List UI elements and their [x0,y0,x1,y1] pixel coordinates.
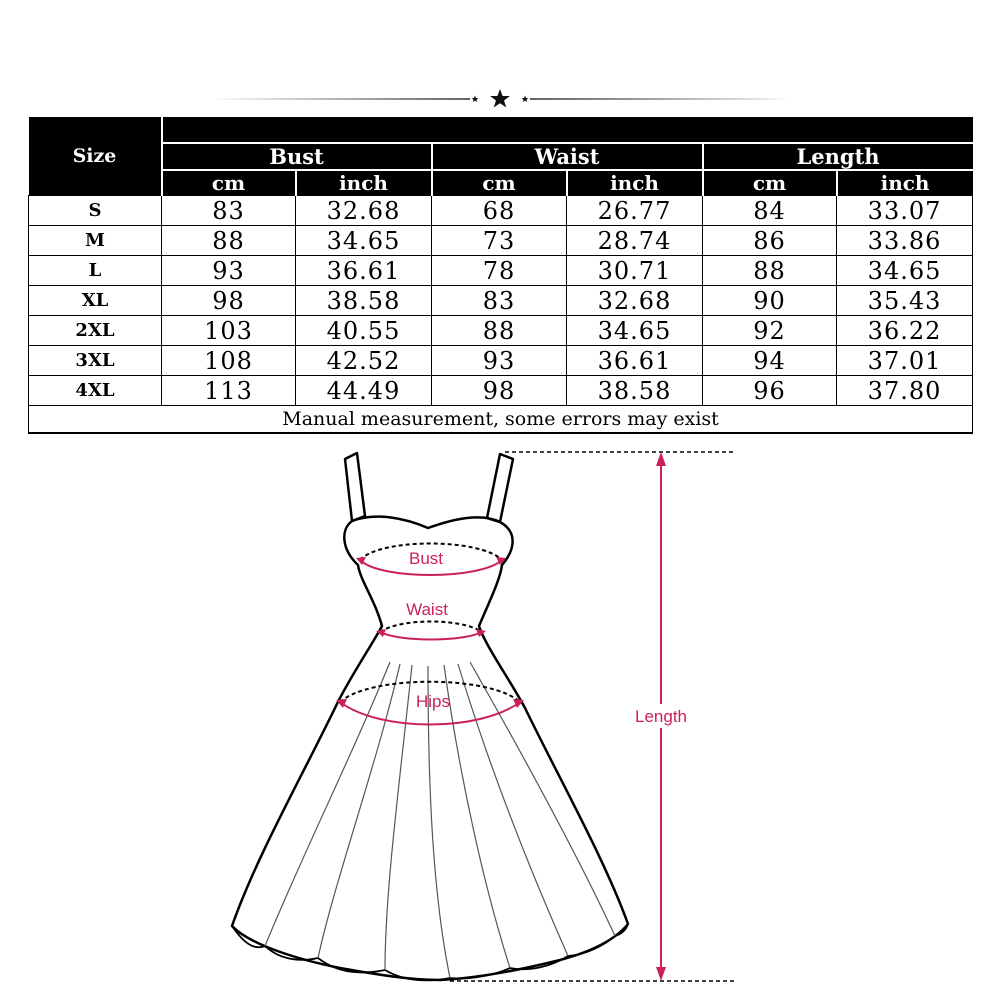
measurement-cell: 113 [162,376,296,406]
measurement-cell: 93 [432,346,567,376]
length-group-header: Length [703,143,973,170]
measurement-cell: 98 [432,376,567,406]
measurement-cell: 42.52 [296,346,432,376]
size-chart-table [28,117,973,434]
size-cell: 4XL [29,376,162,406]
measurement-cell: 73 [432,226,567,256]
table-row [29,286,973,316]
waist-measure [376,622,486,640]
measurement-cell: 40.55 [296,316,432,346]
hips-label: Hips [415,692,451,711]
measurement-cell: 35.43 [837,286,973,316]
measurement-cell: 44.49 [296,376,432,406]
bust-label: Bust [408,549,444,568]
measurement-cell: 38.58 [567,376,703,406]
unit-header-cm: cm [703,170,837,196]
unit-header-cm: cm [432,170,567,196]
measurement-cell: 34.65 [837,256,973,286]
measurement-cell: 83 [432,286,567,316]
size-cell: XL [29,286,162,316]
unit-header-inch: inch [296,170,432,196]
size-cell: S [29,196,162,226]
measurement-cell: 94 [703,346,837,376]
measurement-cell: 84 [703,196,837,226]
measurement-cell: 92 [703,316,837,346]
size-column-header: Size [29,117,162,196]
measurement-cell: 93 [162,256,296,286]
small-star-icon [471,96,478,103]
table-row [29,226,973,256]
measurement-cell: 83 [162,196,296,226]
measurement-cell: 37.01 [837,346,973,376]
measurement-cell: 32.68 [567,286,703,316]
table-row [29,376,973,406]
waist-group-header: Waist [432,143,703,170]
header-band [162,117,973,143]
measurement-cell: 26.77 [567,196,703,226]
size-cell: M [29,226,162,256]
measurement-cell: 96 [703,376,837,406]
measurement-cell: 88 [432,316,567,346]
length-label: Length [635,707,687,726]
star-divider [200,86,800,112]
table-row [29,196,973,226]
measurement-cell: 30.71 [567,256,703,286]
small-star-icon [521,96,528,103]
table-row [29,256,973,286]
size-cell: 2XL [29,316,162,346]
table-row [29,346,973,376]
unit-header-cm: cm [162,170,296,196]
measurement-cell: 36.61 [296,256,432,286]
measurement-cell: 33.07 [837,196,973,226]
measurement-cell: 34.65 [567,316,703,346]
measurement-cell: 88 [703,256,837,286]
size-rows [29,196,973,406]
waist-label: Waist [406,600,448,619]
dress-measurement-diagram [0,440,1000,1000]
measurement-cell: 33.86 [837,226,973,256]
measurement-cell: 103 [162,316,296,346]
size-cell: L [29,256,162,286]
bust-group-header: Bust [162,143,432,170]
measurement-cell: 28.74 [567,226,703,256]
table-row [29,316,973,346]
measurement-cell: 36.61 [567,346,703,376]
dress-outline [232,453,628,980]
measurement-cell: 36.22 [837,316,973,346]
measurement-cell: 86 [703,226,837,256]
measurement-cell: 98 [162,286,296,316]
measurement-cell: 78 [432,256,567,286]
size-cell: 3XL [29,346,162,376]
measurement-cell: 90 [703,286,837,316]
unit-header-inch: inch [567,170,703,196]
measurement-cell: 88 [162,226,296,256]
measurement-note: Manual measurement, some errors may exist [29,406,973,434]
star-icon [490,89,510,108]
measurement-cell: 38.58 [296,286,432,316]
skirt-hem-folds [232,924,628,980]
measurement-cell: 37.80 [837,376,973,406]
measurement-cell: 108 [162,346,296,376]
measurement-cell: 34.65 [296,226,432,256]
measurement-cell: 32.68 [296,196,432,226]
measurement-cell: 68 [432,196,567,226]
unit-header-inch: inch [837,170,973,196]
